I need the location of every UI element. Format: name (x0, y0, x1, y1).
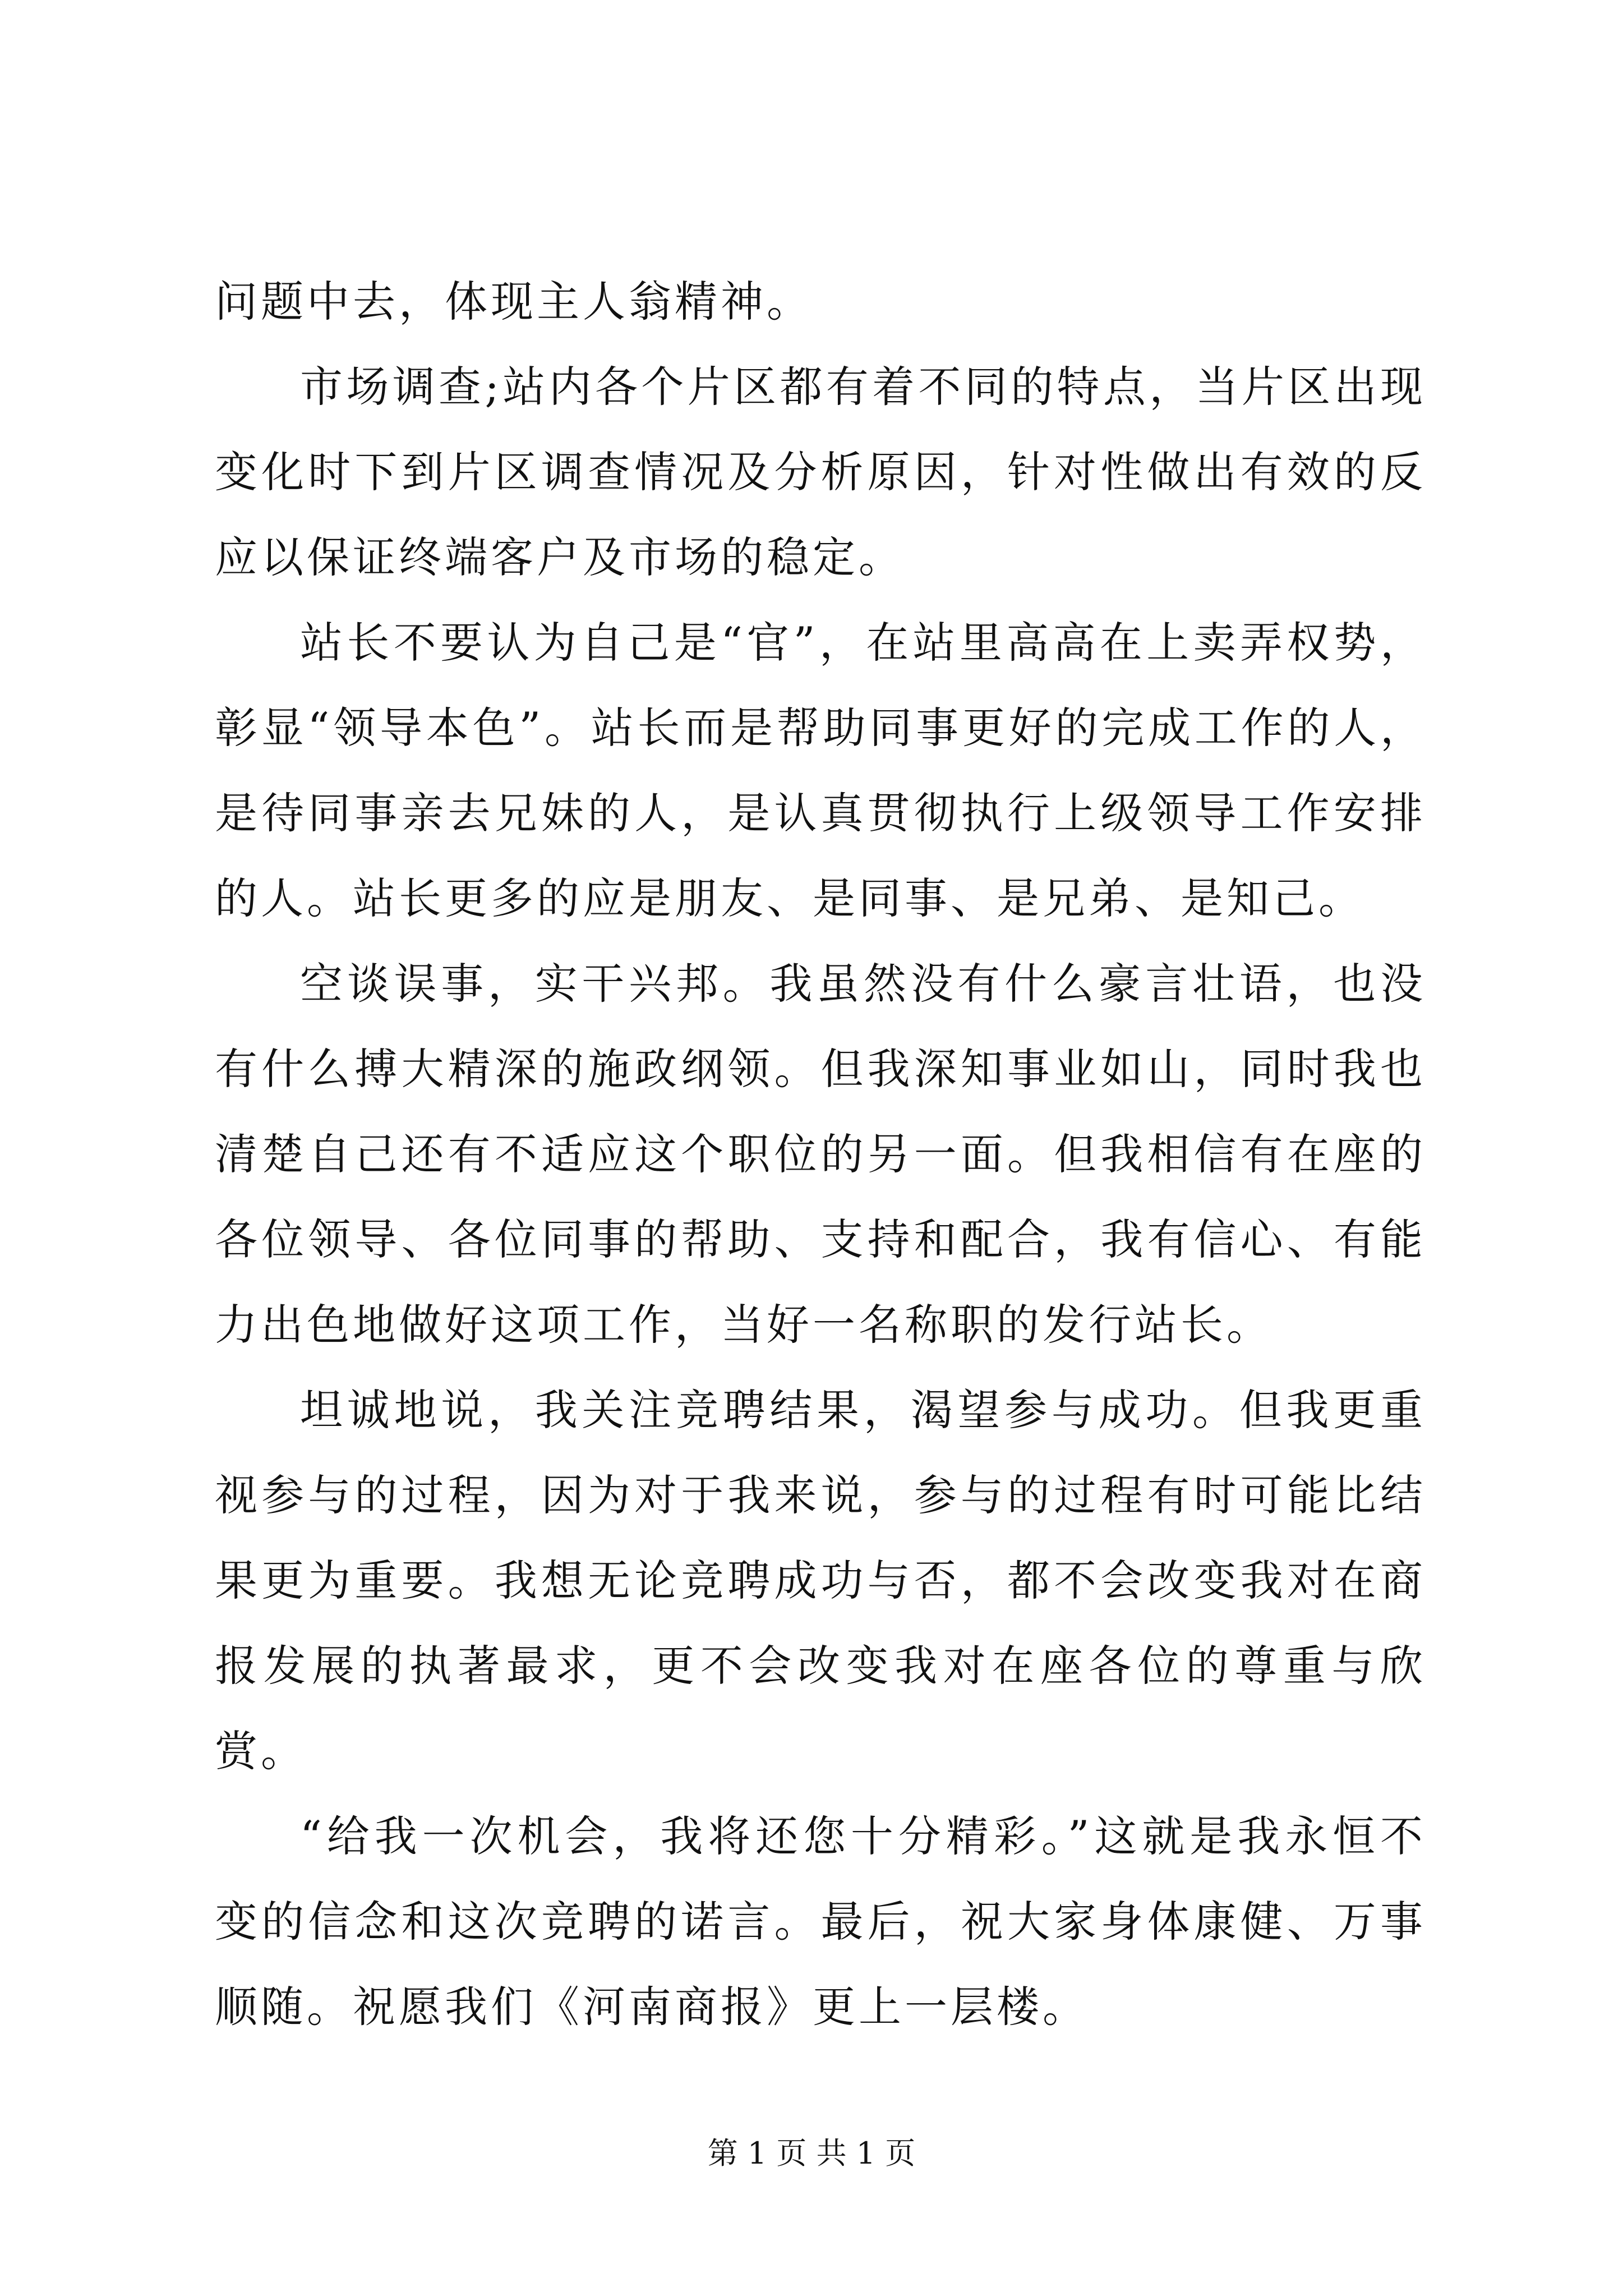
paragraph-station-chief-role: 站长不要认为自己是“官”，在站里高高在上卖弄权势，彰显“领导本色”。站长而是帮助同事更好的完成工作的人，是待同事亲去兄妹的人，是认真贯彻执行上级领导工作安排的人。站长更多的应是朋友、是同事、是兄弟、是知己。 (215, 618, 1426, 923)
paragraph-market-survey: 市场调查;站内各个片区都有着不同的特点，当片区出现变化时下到片区调查情况及分析原因，针对性做出有效的反应以保证终端客户及市场的稳定。 (215, 362, 1426, 582)
paragraph-closing: “给我一次机会，我将还您十分精彩。”这就是我永恒不变的信念和这次竞聘的诺言。最后，祝大家身体康健、万事顺随。祝愿我们《河南商报》更上一层楼。 (215, 1811, 1426, 2032)
paragraph-commitment: 空谈误事，实干兴邦。我虽然没有什么豪言壮语，也没有什么搏大精深的施政纲领。但我深知事业如山，同时我也清楚自己还有不适应这个职位的另一面。但我相信有在座的各位领导、各位同事的帮助、支持和配合，我有信心、有能力出色地做好这项工作，当好一名称职的发行站长。 (215, 959, 1426, 1350)
document-body (215, 259, 1426, 2050)
paragraph-continuation: 问题中去，体现主人翁精神。 (215, 277, 813, 326)
paragraph-participation: 坦诚地说，我关注竞聘结果，渴望参与成功。但我更重视参与的过程，因为对于我来说，参与的过程有时可能比结果更为重要。我想无论竞聘成功与否，都不会改变我对在商报发展的执著最求，更不会改变我对在座各位的尊重与欣赏。 (215, 1385, 1426, 1776)
page-footer: 第 1 页 共 1 页 (707, 2136, 916, 2171)
